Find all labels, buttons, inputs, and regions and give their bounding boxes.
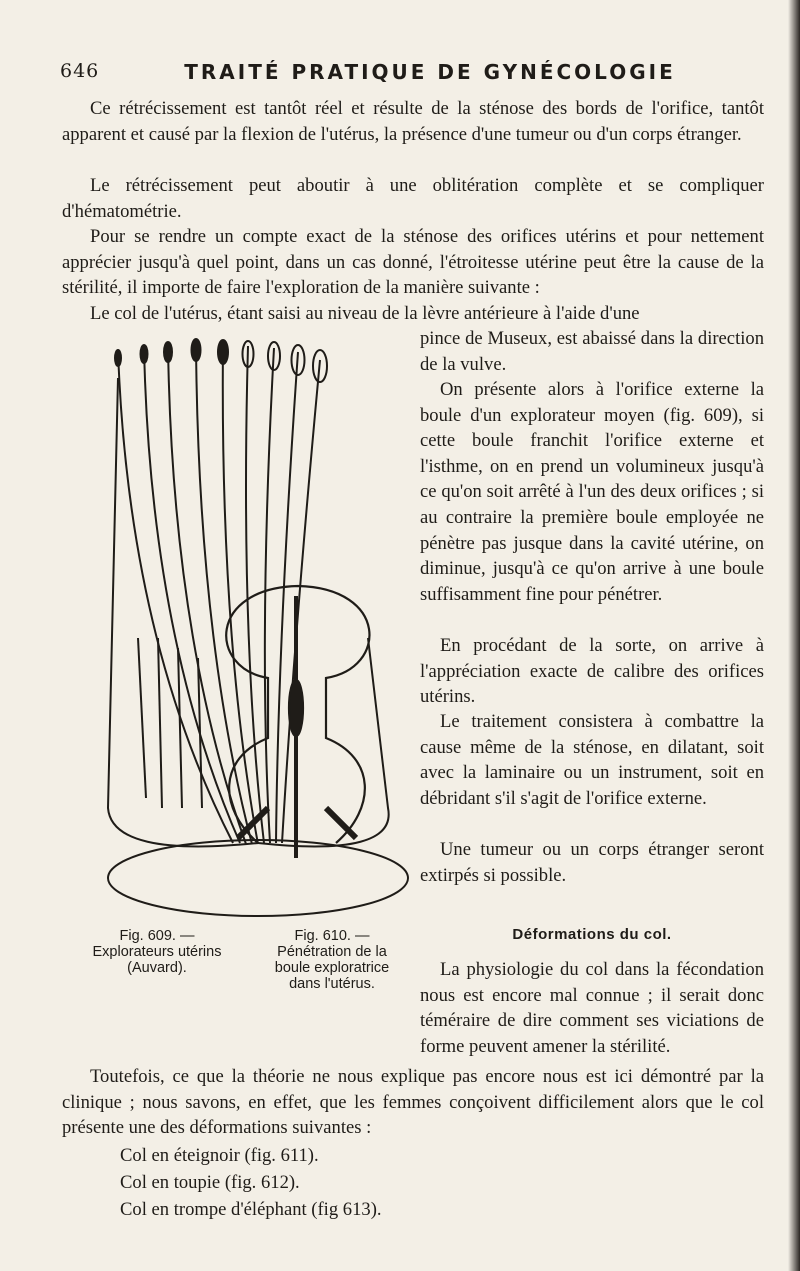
paragraph-8: Une tumeur ou un corps étranger seront extirpés si possible. <box>420 839 764 886</box>
list-item: Col en éteignoir (fig. 611). <box>120 1145 319 1166</box>
paragraph-10: Toutefois, ce que la théorie ne nous explique pas encore nous est ici démontré par la clinique ; nous savons, en effet, que les femmes conçoivent difficilement alors que le col présente une des déformations suivantes : <box>62 1066 764 1139</box>
list-item: Col en toupie (fig. 612). <box>120 1172 300 1193</box>
paragraph-4-lead: Le col de l'utérus, étant saisi au niveau de la lèvre antérieure à l'aide d'une <box>90 303 640 324</box>
paragraph-6: En procédant de la sorte, on arrive à l'appréciation exacte de calibre des orifices utérins. <box>420 635 764 708</box>
paragraph-3: Pour se rendre un compte exact de la sténose des orifices utérins et pour nettement apprécier jusqu'à quel point, dans un cas donné, l'étroitesse utérine peut être la cause de la stérilité, il importe de faire l'exploration de la manière suivante : <box>62 226 764 299</box>
page-edge-shadow <box>788 0 800 1271</box>
figures-609-610 <box>98 338 418 918</box>
page-number: 646 <box>60 60 100 82</box>
fig-609-explorer-instruments <box>108 339 408 916</box>
paragraph-7: Le traitement consistera à combattre la cause même de la sténose, en dilatant, soit avec la laminaire ou un instrument, soit en débridant s'il s'agit de l'orifice externe. <box>420 711 764 809</box>
section-heading: Déformations du col. <box>512 926 672 943</box>
running-title: TRAITÉ PRATIQUE DE GYNÉCOLOGIE <box>184 60 676 84</box>
caption-fig-609: Fig. 609. — Explorateurs utérins (Auvard). <box>92 928 222 976</box>
paragraph-9: La physiologie du col dans la fécondation nous est encore mal connue ; il serait donc téméraire de dire comment ses viciations de forme peuvent amener la stérilité. <box>420 959 764 1057</box>
paragraph-1: Ce rétrécissement est tantôt réel et résulte de la sténose des bords de l'orifice, tantôt apparent et causé par la flexion de l'utérus, la présence d'une tumeur ou d'un corps étranger. <box>62 98 764 145</box>
caption-fig-610: Fig. 610. — Pénétration de la boule exploratrice dans l'utérus. <box>274 928 390 992</box>
deformation-list <box>120 1142 382 1223</box>
paragraph-2: Le rétrécissement peut aboutir à une oblitération complète et se compliquer d'hématométrie. <box>62 175 764 222</box>
paragraph-4-rest: pince de Museux, est abaissé dans la direction de la vulve. <box>420 328 764 375</box>
list-item: Col en trompe d'éléphant (fig 613). <box>120 1199 382 1220</box>
paragraph-5: On présente alors à l'orifice externe la boule d'un explorateur moyen (fig. 609), si cette boule franchit l'orifice externe et l'isthme, on en prend un volumineux jusqu'à ce qu'on soit arrêté à l'un des deux orifices ; si au contraire la première boule employée ne pénètre pas jusque dans la cavité utérine, on diminue, jusqu'à ce qu'on arrive à une boule suffisamment fine pour pénétrer. <box>420 379 764 605</box>
running-header <box>40 56 780 86</box>
